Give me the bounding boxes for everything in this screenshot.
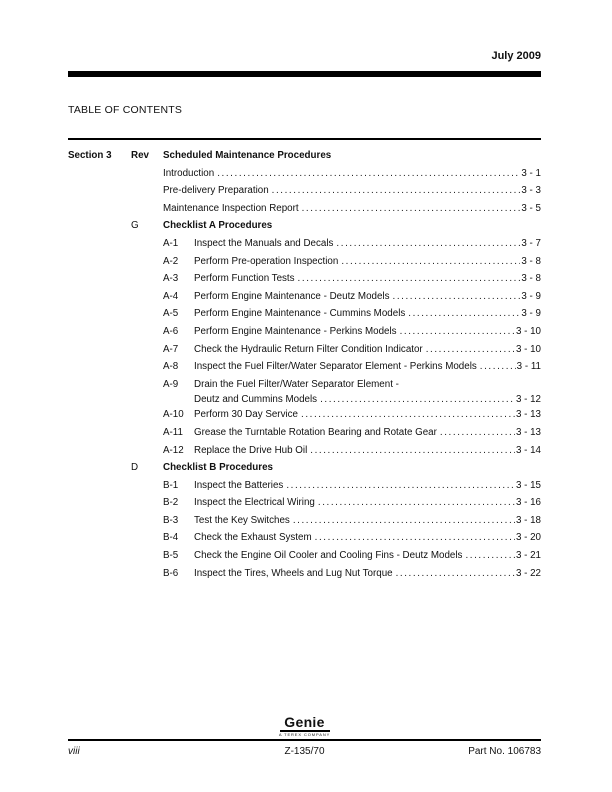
toc-entry-row [68,376,541,394]
leader-dots [318,494,515,512]
leader-dots [480,358,516,376]
section-label: Section 3 [68,150,112,161]
leader-dots [341,253,520,271]
entry-title: Perform Function Tests [194,273,295,285]
entry-title: Pre-delivery Preparation [163,185,269,197]
group-heading-row [68,217,541,235]
brand-tagline: A TEREX COMPANY [278,732,331,737]
entry-title: Test the Key Switches [194,514,290,526]
entry-number: A-9 [163,378,179,390]
toc-entry-row [68,253,541,271]
entry-title: Inspect the Manuals and Decals [194,237,334,249]
leader-dots [302,200,521,218]
toc-entry-row [68,512,541,530]
rev-letter: D [131,462,139,474]
entry-page-number: 3 - 9 [521,308,541,320]
entry-page-number: 3 - 11 [516,361,541,373]
entry-title: Maintenance Inspection Report [163,202,299,214]
entry-page-number: 3 - 8 [521,273,541,285]
entry-number: A-12 [163,444,184,456]
toc-entry-row [68,406,541,424]
page-title: TABLE OF CONTENTS [68,104,183,116]
entry-title: Perform Pre-operation Inspection [194,255,339,267]
toc-entry-row [68,529,541,547]
entry-page-number: 3 - 1 [521,167,541,179]
toc-entry-row [68,165,541,183]
entry-number: B-3 [163,514,179,526]
toc-entry-row [68,358,541,376]
entry-number: B-1 [163,479,179,491]
model-number: Z-135/70 [284,745,325,757]
group-heading: Checklist A Procedures [163,220,273,232]
entry-page-number: 3 - 12 [515,394,541,406]
leader-dots [286,477,515,495]
leader-dots [465,547,514,565]
entry-page-number: 3 - 14 [515,444,541,456]
entry-title: Check the Hydraulic Return Filter Condition Indicator [194,343,423,355]
divider-rule [68,138,541,140]
section-title: Scheduled Maintenance Procedures [163,150,332,161]
entry-page-number: 3 - 10 [515,343,541,355]
entry-title: Replace the Drive Hub Oil [194,444,308,456]
leader-dots [293,512,515,530]
leader-dots [320,393,515,406]
entry-page-number: 3 - 15 [515,479,541,491]
entry-page-number: 3 - 16 [515,497,541,509]
entry-number: A-2 [163,255,179,267]
entry-number: A-10 [163,409,184,421]
page-number: viii [68,745,80,757]
entry-title: Perform Engine Maintenance - Cummins Models [194,308,406,320]
toc-entry-row [68,200,541,218]
toc-entry-row [68,182,541,200]
table-of-contents [68,147,541,582]
toc-entry-row [68,235,541,253]
entry-number: A-1 [163,237,179,249]
entry-title: Inspect the Fuel Filter/Water Separator Element - Perkins Models [194,361,477,373]
toc-entry-row [68,270,541,288]
entry-page-number: 3 - 7 [521,237,541,249]
entry-title: Perform Engine Maintenance - Deutz Models [194,290,390,302]
header-bar [68,71,541,77]
entry-number: A-7 [163,343,179,355]
entry-number: A-5 [163,308,179,320]
toc-entry-row [68,442,541,460]
footer-text-row [68,746,541,757]
entry-title: Check the Engine Oil Cooler and Cooling Fins - Deutz Models [194,550,463,562]
entry-page-number: 3 - 10 [515,325,541,337]
issue-date: July 2009 [491,50,541,62]
toc-entry-row [68,494,541,512]
brand-wordmark: Genie [284,714,325,730]
entry-title: Grease the Turntable Rotation Bearing and Rotate Gear [194,426,437,438]
toc-entry-row [68,547,541,565]
toc-entry-row [68,565,541,583]
leader-dots [400,323,515,341]
entry-number: B-6 [163,567,179,579]
leader-dots [440,424,515,442]
leader-dots [408,305,520,323]
leader-dots [336,235,520,253]
entry-title: Inspect the Tires, Wheels and Lug Nut Torque [194,567,393,579]
entry-number: A-11 [163,426,183,438]
entry-title: Drain the Fuel Filter/Water Separator Element - [194,378,399,390]
entry-page-number: 3 - 18 [515,514,541,526]
entry-page-number: 3 - 22 [515,567,541,579]
section-heading-row [68,147,541,165]
entry-title: Perform Engine Maintenance - Perkins Models [194,325,397,337]
toc-entry-row [68,305,541,323]
toc-entry-row [68,323,541,341]
genie-logo [68,715,541,737]
leader-dots [301,406,515,424]
toc-entry-row [68,288,541,306]
toc-entry-row [68,424,541,442]
entry-page-number: 3 - 13 [515,426,541,438]
toc-entry-row [68,477,541,495]
entry-number: A-4 [163,290,179,302]
leader-dots [272,182,521,200]
page-content [68,0,541,582]
part-number: Part No. 106783 [468,745,542,757]
leader-dots [393,288,521,306]
group-heading-row [68,459,541,477]
entry-title: Perform 30 Day Service [194,409,298,421]
entry-number: A-8 [163,361,179,373]
leader-dots [396,565,515,583]
entry-title: Inspect the Electrical Wiring [194,497,315,509]
entry-number: B-2 [163,497,179,509]
group-heading: Checklist B Procedures [163,462,273,474]
toc-entry-row [68,341,541,359]
leader-dots [315,529,515,547]
entry-page-number: 3 - 20 [515,532,541,544]
rev-letter: G [131,220,139,232]
entry-title-line2: Deutz and Cummins Models [194,394,318,406]
rev-column-header: Rev [131,150,149,161]
entry-number: B-4 [163,532,179,544]
entry-number: A-6 [163,325,179,337]
entry-page-number: 3 - 9 [521,290,541,302]
footer-rule [68,739,541,741]
entry-title: Check the Exhaust System [194,532,312,544]
entry-page-number: 3 - 3 [521,185,541,197]
leader-dots [217,165,520,183]
page-footer [68,715,541,757]
entry-page-number: 3 - 21 [515,550,541,562]
entry-page-number: 3 - 13 [515,409,541,421]
entry-number: A-3 [163,273,179,285]
leader-dots [310,442,515,460]
entry-title: Inspect the Batteries [194,479,284,491]
entry-page-number: 3 - 5 [521,202,541,214]
leader-dots [426,341,515,359]
entry-title: Introduction [163,167,215,179]
toc-entry-continuation-row [68,393,541,406]
entry-page-number: 3 - 8 [521,255,541,267]
entry-number: B-5 [163,550,179,562]
leader-dots [298,270,521,288]
